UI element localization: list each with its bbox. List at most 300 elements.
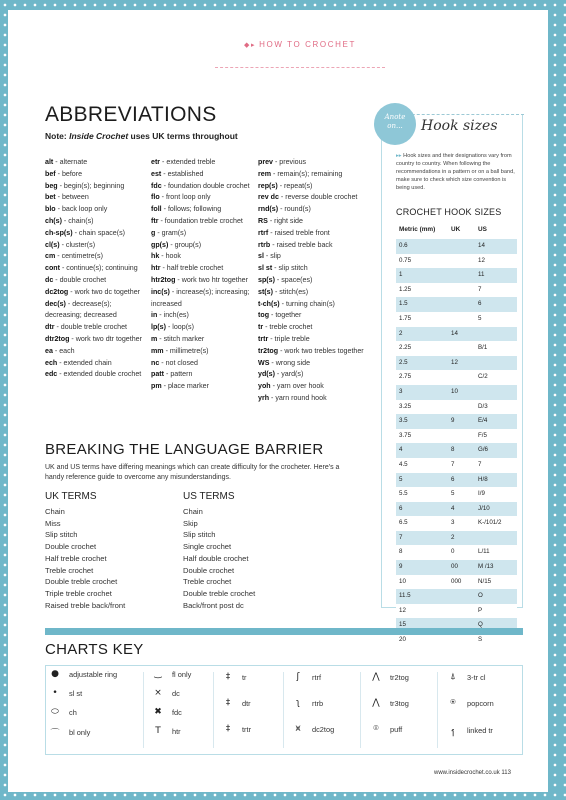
- hook-size-row: [396, 356, 517, 371]
- abbreviation-entry: [258, 369, 368, 381]
- chart-key-label: tr3tog: [390, 698, 409, 708]
- metric-size: 2.5: [399, 358, 408, 366]
- abbreviation-meaning: - double crochet: [53, 275, 107, 284]
- abbreviation-entry: [45, 181, 150, 193]
- abbreviation-meaning: - established: [161, 169, 204, 178]
- abbreviation-meaning: - previous: [272, 158, 307, 166]
- metric-size: 5: [399, 475, 403, 483]
- metric-size: 7: [399, 533, 403, 541]
- abbreviation-entry: [258, 287, 368, 299]
- us-size: H/8: [478, 475, 488, 483]
- hook-size-row: [396, 473, 517, 488]
- abbreviation-entry: [151, 322, 256, 334]
- uk-size: 0: [451, 548, 455, 556]
- abbreviation-meaning: - yard(s): [274, 370, 304, 379]
- dc2tog-symbol-icon: ⩙: [295, 724, 301, 734]
- chart-key-item: [150, 707, 182, 717]
- metric-size: 4: [399, 446, 403, 454]
- us-term: Chain: [183, 507, 203, 516]
- abbreviation-meaning: - yarn over hook: [270, 382, 324, 391]
- hook-size-row: [396, 429, 517, 444]
- rtrf-symbol-icon: ʃ: [296, 672, 300, 682]
- chart-key-label: bl only: [69, 728, 91, 737]
- chart-key-label: sl st: [69, 688, 83, 698]
- abbreviation-term: patt: [151, 370, 165, 379]
- abbreviation-term: inc(s): [151, 287, 170, 296]
- chart-key-item: [150, 726, 181, 736]
- uk-term: Treble crochet: [45, 565, 94, 575]
- chart-key-item: [47, 669, 117, 679]
- hook-size-row: [396, 531, 517, 546]
- abbreviation-meaning: - inch(es): [157, 311, 189, 320]
- abbreviation-entry: [258, 251, 368, 263]
- metric-size: 2: [399, 329, 403, 337]
- us-terms-heading: US TERMS: [183, 491, 235, 502]
- hook-size-row: [396, 575, 517, 590]
- hook-size-row: [396, 385, 517, 400]
- abbreviation-entry: [258, 275, 368, 287]
- abbreviation-meaning: - right side: [267, 216, 303, 225]
- metric-size: 12: [399, 606, 406, 614]
- abbreviation-term: dc: [45, 275, 54, 284]
- hook-size-row: [396, 589, 517, 604]
- us-term: Double crochet: [183, 565, 235, 575]
- abbreviation-term: RS: [258, 216, 268, 225]
- hook-size-row: [396, 502, 517, 517]
- abbreviation-entry: [45, 204, 150, 216]
- abbreviation-entry: [151, 369, 256, 381]
- abbreviation-meaning: - gram(s): [155, 228, 187, 237]
- trtr-symbol-icon: ‡: [225, 724, 231, 734]
- abbreviation-term: hk: [151, 252, 160, 261]
- abbreviation-meaning: - group(s): [168, 240, 202, 249]
- us-size: E/4: [478, 417, 488, 425]
- abbreviation-term: yoh: [258, 382, 271, 391]
- us-size: 6: [478, 300, 482, 308]
- us-size: J/10: [478, 504, 490, 512]
- hook-size-row: [396, 458, 517, 473]
- charts-key-divider: [143, 672, 144, 748]
- uk-term: Chain: [45, 507, 65, 516]
- uk-size: 3: [451, 519, 455, 527]
- metric-size: 20: [399, 636, 406, 644]
- a-note-on-badge: Anote on...: [374, 103, 416, 145]
- abbreviation-entry: [151, 251, 256, 263]
- chart-key-label: linked tr: [467, 726, 493, 735]
- abbreviation-entry: [45, 358, 150, 370]
- chart-key-item: [290, 724, 334, 734]
- abbreviations-column-1: [45, 157, 150, 381]
- abbreviation-entry: [151, 192, 256, 204]
- chart-key-label: fdc: [172, 707, 182, 717]
- abbreviation-term: prev: [258, 158, 273, 166]
- abbreviation-term: rtrb: [258, 240, 271, 249]
- metric-size: 0.75: [399, 256, 412, 264]
- chart-key-label: ch: [69, 707, 77, 717]
- chart-key-label: adjustable ring: [69, 669, 118, 679]
- tr-symbol-icon: ‡: [225, 672, 231, 682]
- abbreviation-term: st(s): [258, 287, 273, 296]
- chart-key-label: trtr: [242, 724, 252, 734]
- abbreviation-entry: [258, 263, 368, 275]
- chart-key-label: dc2tog: [312, 724, 335, 734]
- charts-key-divider: [437, 672, 438, 748]
- us-size: 12: [478, 256, 485, 264]
- metric-size: 3.5: [399, 417, 408, 425]
- linked-tr-symbol-icon: ⳕ: [451, 727, 455, 737]
- abbreviation-term: bet: [45, 193, 56, 202]
- abbreviation-term: dec(s): [45, 299, 66, 308]
- chart-key-item: [150, 669, 191, 679]
- abbreviation-meaning: - foundation double crochet: [161, 181, 250, 190]
- abbreviation-term: in: [151, 311, 158, 320]
- uk-size: 9: [451, 417, 455, 425]
- us-size: Q: [478, 621, 483, 629]
- abbreviation-meaning: - turning chain(s): [279, 299, 335, 308]
- uk-size: 000: [451, 577, 462, 585]
- us-term: Double treble crochet: [183, 588, 256, 598]
- abbreviation-term: mm: [151, 346, 164, 355]
- abbreviation-meaning: - work two dc together: [68, 287, 141, 296]
- hook-size-row: [396, 283, 517, 298]
- abbreviation-entry: [45, 192, 150, 204]
- abbreviation-term: sp(s): [258, 275, 275, 284]
- hook-size-row: [396, 443, 517, 458]
- hook-sizes-table: [396, 239, 517, 648]
- abbreviation-entry: [151, 358, 256, 370]
- uk-size: 5: [451, 490, 455, 498]
- fdc-symbol-icon: ✖: [154, 707, 162, 717]
- abbreviation-entry: [258, 204, 368, 216]
- abbreviation-meaning: - continue(s); continuing: [59, 264, 138, 273]
- chart-key-label: dtr: [242, 698, 251, 708]
- abbreviation-term: sl: [258, 252, 264, 261]
- charts-key-title: CHARTS KEY: [45, 641, 144, 658]
- abbreviation-entry: [258, 240, 368, 252]
- chart-key-item: [220, 698, 251, 708]
- metric-size: 4.5: [399, 460, 408, 468]
- chart-key-label: rtrf: [312, 672, 322, 682]
- chart-key-item: [220, 724, 251, 734]
- hook-size-row: [396, 254, 517, 269]
- abbreviation-meaning: - raised treble front: [268, 228, 330, 237]
- abbreviation-entry: [258, 216, 368, 228]
- hook-size-row: [396, 341, 517, 356]
- chart-key-item: [445, 724, 493, 737]
- chart-key-item: [368, 724, 402, 734]
- abbreviation-term: flo: [151, 193, 160, 202]
- abbreviation-meaning: - centimetre(s): [55, 252, 103, 261]
- abbreviation-term: pm: [151, 382, 162, 391]
- us-size: M /13: [478, 563, 494, 571]
- abbreviation-meaning: - extended chain: [57, 358, 112, 367]
- abbreviation-entry: [151, 381, 256, 393]
- abbreviation-entry: [151, 310, 256, 322]
- abbreviation-meaning: - not closed: [159, 358, 198, 367]
- abbreviation-entry: [151, 181, 256, 193]
- us-size: 11: [478, 271, 485, 279]
- abbreviation-entry: [258, 228, 368, 240]
- abbreviation-entry: [258, 322, 368, 334]
- abbreviation-meaning: - extended double crochet: [57, 370, 142, 379]
- abbreviation-term: dc2tog: [45, 287, 69, 296]
- us-size: P: [478, 606, 483, 614]
- 3-tr-cluster-icon: ⍋: [450, 672, 456, 682]
- abbreviation-term: nc: [151, 358, 160, 367]
- abbreviation-meaning: - pattern: [164, 370, 193, 379]
- metric-size: 2.75: [399, 373, 412, 381]
- hook-sizes-subtitle: CROCHET HOOK SIZES: [396, 207, 502, 217]
- footer-website: www.insidecrochet.co.uk 113: [434, 770, 511, 776]
- chart-key-label: fl only: [172, 669, 192, 679]
- abbreviation-entry: [45, 228, 150, 240]
- abbreviation-term: htr2tog: [151, 275, 176, 284]
- abbreviation-term: bef: [45, 169, 56, 178]
- abbreviation-entry: [151, 275, 256, 287]
- hook-size-row: [396, 312, 517, 327]
- abbreviation-meaning: - work two trebles together: [278, 346, 364, 355]
- abbreviation-entry: [258, 299, 368, 311]
- uk-term: Raised treble back/front: [45, 600, 126, 610]
- us-size: L/11: [478, 548, 490, 556]
- abbreviation-entry: [151, 334, 256, 346]
- language-barrier-title: BREAKING THE LANGUAGE BARRIER: [45, 441, 324, 458]
- chart-key-label: tr: [242, 672, 247, 682]
- abbreviation-entry: [45, 287, 150, 299]
- abbreviation-meaning: - between: [55, 193, 89, 202]
- us-terms-list: [183, 491, 323, 611]
- abbreviation-entry: [258, 334, 368, 346]
- abbreviation-term: rev dc: [258, 193, 279, 202]
- abbreviation-meaning: - wrong side: [269, 358, 311, 367]
- abbreviations-title: ABBREVIATIONS: [45, 103, 217, 126]
- hook-size-row: [396, 239, 517, 254]
- chart-key-item: [47, 707, 77, 717]
- metric-size: 6: [399, 504, 403, 512]
- abbreviation-entry: [151, 157, 256, 169]
- us-term: Skip: [183, 518, 198, 528]
- metric-size: 1.5: [399, 300, 408, 308]
- us-size: C/2: [478, 373, 488, 381]
- metric-size: 3.75: [399, 431, 412, 439]
- chart-key-item: [220, 672, 247, 682]
- abbreviation-entry: [258, 181, 368, 193]
- us-term: Single crochet: [183, 542, 232, 552]
- abbreviation-meaning: - loop(s): [165, 323, 194, 332]
- abbreviation-entry: [258, 381, 368, 393]
- uk-size: 4: [451, 504, 455, 512]
- abbreviation-entry: [151, 228, 256, 240]
- abbreviation-meaning: - chain(s): [61, 216, 94, 225]
- abbreviation-entry: [258, 310, 368, 322]
- uk-size: 2: [451, 533, 455, 541]
- uk-term: Double treble crochet: [45, 577, 118, 587]
- chart-key-item: [290, 698, 323, 708]
- hook-size-row: [396, 633, 517, 648]
- abbreviation-meaning: - round(s): [278, 205, 311, 214]
- chart-key-label: htr: [172, 726, 181, 736]
- us-size: S: [478, 636, 483, 644]
- us-term: Back/front post dc: [183, 600, 244, 610]
- abbreviations-column-2: [151, 157, 256, 393]
- chart-key-label: rtrb: [312, 698, 324, 708]
- chart-key-label: popcorn: [467, 698, 494, 708]
- abbreviation-term: alt: [45, 158, 54, 166]
- abbreviation-entry: [45, 216, 150, 228]
- uk-size: 7: [451, 460, 455, 468]
- abbreviation-term: dtr: [45, 323, 55, 332]
- metric-size: 1.25: [399, 285, 412, 293]
- abbreviation-meaning: - chain space(s): [72, 228, 126, 237]
- abbreviation-meaning: - half treble crochet: [160, 264, 224, 273]
- abbreviation-term: htr: [151, 264, 161, 273]
- chart-key-item: [150, 688, 180, 698]
- abbreviation-term: ch(s): [45, 216, 62, 225]
- uk-size: 14: [451, 329, 458, 337]
- uk-size: 00: [451, 563, 458, 571]
- abbreviation-meaning: - double treble crochet: [54, 323, 128, 332]
- abbreviation-term: tog: [258, 311, 270, 320]
- abbreviation-entry: [151, 169, 256, 181]
- hook-size-row: [396, 327, 517, 342]
- abbreviation-entry: [258, 358, 368, 370]
- us-term: Treble crochet: [183, 577, 232, 587]
- chain-icon: ⬭: [51, 707, 59, 717]
- abbreviation-entry: [45, 263, 150, 275]
- htr-symbol-icon: T: [155, 726, 161, 736]
- abbreviation-term: gp(s): [151, 240, 169, 249]
- uk-term: Double crochet: [45, 542, 97, 552]
- abbreviation-term: m: [151, 334, 158, 343]
- uk-size: 12: [451, 358, 458, 366]
- abbreviation-entry: [45, 169, 150, 181]
- chart-key-item: [47, 688, 82, 698]
- us-term: Slip stitch: [183, 530, 216, 540]
- abbreviation-meaning: - work two htr together: [175, 275, 248, 284]
- metric-size: 1.75: [399, 314, 412, 322]
- uk-term: Slip stitch: [45, 530, 78, 540]
- hook-size-row: [396, 516, 517, 531]
- chart-key-label: tr2tog: [390, 672, 409, 682]
- abbreviation-entry: [258, 157, 368, 169]
- metric-size: 3.25: [399, 402, 412, 410]
- metric-size: 0.6: [399, 242, 408, 249]
- uk-terms-heading: UK TERMS: [45, 491, 97, 502]
- tr3tog-symbol-icon: ⋀: [372, 698, 380, 708]
- note-arrow-icon: ▸▸: [396, 153, 404, 159]
- us-size: 7: [478, 285, 482, 293]
- adjustable-ring-icon: ●: [51, 669, 59, 679]
- abbreviation-term: est: [151, 169, 162, 178]
- chart-key-item: [368, 672, 409, 682]
- abbreviation-term: rtrf: [258, 228, 269, 237]
- hook-size-row: [396, 400, 517, 415]
- us-size: K-/101/2: [478, 519, 502, 527]
- chart-key-item: [368, 698, 409, 708]
- hook-sizes-note: ▸▸ Hook sizes and their designations vary from country to country. When following the recommendations in a pattern or on a ball band, make sure to check which size convention is being used.: [396, 153, 515, 191]
- hook-size-row: [396, 604, 517, 619]
- chart-key-item: [445, 698, 494, 708]
- hook-sizes-title: Hook sizes: [421, 118, 498, 134]
- abbreviation-meaning: - back loop only: [55, 205, 108, 214]
- metric-size: 15: [399, 621, 406, 629]
- abbreviation-meaning: - yarn round hook: [269, 393, 327, 402]
- abbreviation-meaning: - reverse double crochet: [278, 193, 358, 202]
- abbreviation-meaning: - extended treble: [160, 158, 216, 166]
- abbreviation-term: ea: [45, 346, 53, 355]
- metric-size: 5.5: [399, 490, 408, 498]
- us-size: I/9: [478, 490, 485, 498]
- abbreviation-meaning: - hook: [159, 252, 181, 261]
- dc-symbol-icon: ×: [154, 688, 162, 698]
- header-divider: [215, 67, 385, 68]
- abbreviation-term: ftr: [151, 216, 159, 225]
- charts-key-rule: [45, 628, 523, 635]
- abbreviation-entry: [151, 240, 256, 252]
- hook-size-row: [396, 297, 517, 312]
- us-size: 7: [478, 460, 482, 468]
- abbreviation-term: yrh: [258, 393, 270, 402]
- metric-size: 2.25: [399, 344, 412, 352]
- abbreviation-term: beg: [45, 181, 58, 190]
- abbreviation-entry: [258, 192, 368, 204]
- popcorn-symbol-icon: ⍟: [450, 698, 456, 708]
- abbreviation-term: WS: [258, 358, 270, 367]
- abbreviation-meaning: - before: [55, 169, 83, 178]
- section-label: HOW TO CROCHET: [259, 40, 356, 49]
- watermark: PassionForum.ru: [458, 785, 534, 795]
- metric-size: 1: [399, 271, 403, 279]
- abbreviation-entry: [151, 204, 256, 216]
- abbreviation-meaning: - increase(s); increasing; increased: [151, 287, 250, 308]
- abbreviation-meaning: - triple treble: [268, 334, 310, 343]
- metric-size: 3: [399, 387, 403, 395]
- abbreviation-meaning: - space(es): [274, 275, 313, 284]
- abbreviation-meaning: - each: [52, 346, 75, 355]
- abbreviation-entry: [45, 275, 150, 287]
- abbreviation-term: tr: [258, 323, 264, 332]
- abbreviation-term: dtr2tog: [45, 334, 70, 343]
- uk-term: Miss: [45, 518, 61, 528]
- abbreviation-term: rep(s): [258, 181, 278, 190]
- chart-key-label: puff: [390, 724, 403, 734]
- abbreviation-entry: [45, 251, 150, 263]
- abbreviation-term: blo: [45, 205, 56, 214]
- abbreviation-meaning: - front loop only: [159, 193, 211, 202]
- metric-size: 6.5: [399, 519, 408, 527]
- section-header: [215, 33, 385, 57]
- abbreviation-term: tr2tog: [258, 346, 279, 355]
- abbreviation-meaning: - slip: [263, 252, 281, 261]
- abbreviation-meaning: - stitch marker: [157, 334, 205, 343]
- chart-key-item: [290, 672, 321, 682]
- abbreviation-entry: [258, 393, 368, 405]
- abbreviation-term: etr: [151, 158, 161, 166]
- puff-symbol-icon: ⌾: [373, 724, 379, 734]
- abbreviation-entry: [45, 322, 150, 334]
- abbreviation-entry: [45, 334, 150, 346]
- tr2tog-symbol-icon: ⋀: [372, 672, 380, 682]
- abbreviation-entry: [151, 216, 256, 228]
- hook-size-row: [396, 487, 517, 502]
- charts-key-divider: [213, 672, 214, 748]
- chart-key-item: [47, 726, 90, 739]
- us-size: N/15: [478, 577, 492, 585]
- abbreviation-meaning: - begin(s); beginning: [57, 181, 125, 190]
- chart-key-label: dc: [172, 688, 180, 698]
- dtr-symbol-icon: ‡: [225, 698, 231, 708]
- us-size: 5: [478, 314, 482, 322]
